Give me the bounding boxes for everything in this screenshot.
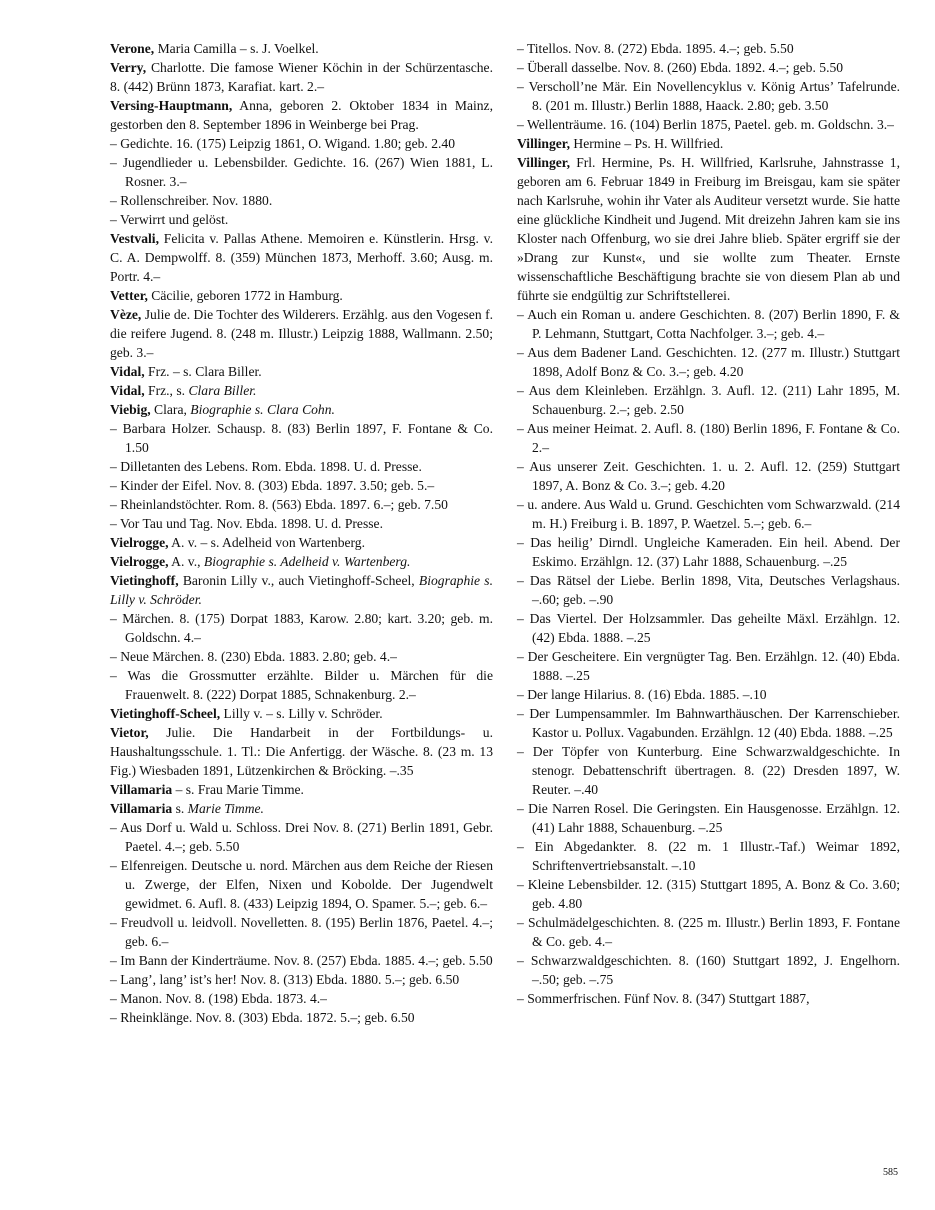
- work-item: [517, 989, 900, 1008]
- entry-text: – Der Töpfer von Kunterburg. Eine Schwarzwaldgeschichte. In stenogr. Debattenschrift übertragen. 8. (22) Dresden 1897, W. Reuter. –.40: [517, 744, 900, 797]
- entry-text: – Dilletanten des Lebens. Rom. Ebda. 1898. U. d. Presse.: [110, 459, 422, 474]
- entry-text: – Aus unserer Zeit. Geschichten. 1. u. 2. Aufl. 12. (259) Stuttgart 1897, A. Bonz & Co. 3.–; geb. 4.20: [517, 459, 900, 493]
- entry-text: – Aus Dorf u. Wald u. Schloss. Drei Nov. 8. (271) Berlin 1891, Gebr. Paetel. 4.–; geb. 5.50: [110, 820, 493, 854]
- entry-text: Cäcilie, geboren 1772 in Hamburg.: [147, 288, 343, 303]
- entry-text: – Schwarzwaldgeschichten. 8. (160) Stuttgart 1892, J. Engelhorn. –.50; geb. –.75: [517, 953, 900, 987]
- work-item: [517, 457, 900, 495]
- entry-text: Lilly v. – s. Lilly v. Schröder.: [220, 706, 383, 721]
- entry-paragraph: [110, 799, 493, 818]
- entry-paragraph: [110, 58, 493, 96]
- entry-text: – Neue Märchen. 8. (230) Ebda. 1883. 2.80; geb. 4.–: [110, 649, 397, 664]
- italic-reference: Biographie s. Clara Cohn.: [190, 402, 335, 417]
- work-item: [517, 951, 900, 989]
- entry-text: – Was die Grossmutter erzählte. Bilder u. Märchen für die Frauenwelt. 8. (222) Dorpat 1885, Schnakenburg. 2.–: [110, 668, 493, 702]
- entry-text: – Verwirrt und gelöst.: [110, 212, 229, 227]
- entry-headword: Vestvali,: [110, 231, 159, 246]
- entry-headword: Villinger,: [517, 155, 570, 170]
- entry-headword: Vietor,: [110, 725, 149, 740]
- entry-text: – Gedichte. 16. (175) Leipzig 1861, O. Wigand. 1.80; geb. 2.40: [110, 136, 456, 151]
- entry-paragraph: [110, 400, 493, 419]
- entry-text: Charlotte. Die famose Wiener Köchin in der Schürzentasche. 8. (442) Brünn 1873, Karafiat. kart. 2.–: [110, 60, 493, 94]
- work-item: [517, 381, 900, 419]
- work-item: [517, 115, 900, 134]
- entry-text: Frz., s.: [144, 383, 189, 398]
- entry-text: – Der lange Hilarius. 8. (16) Ebda. 1885. –.10: [517, 687, 767, 702]
- entry-headword: Versing-Hauptmann,: [110, 98, 233, 113]
- entry-text: – Das heilig’ Dirndl. Ungleiche Kameraden. Ein heil. Abend. Der Eskimo. Erzählgn. 12. (37) Lahr 1888, Schauenburg. –.25: [517, 535, 900, 569]
- entry-text: – Schulmädelgeschichten. 8. (225 m. Illustr.) Berlin 1893, F. Fontane & Co. geb. 4.–: [517, 915, 900, 949]
- work-item: [517, 571, 900, 609]
- left-column: [110, 39, 493, 1027]
- entry-text: – Der Gescheitere. Ein vergnügter Tag. Ben. Erzählgn. 12. (40) Ebda. 1888. –.25: [517, 649, 900, 683]
- work-item: [110, 191, 493, 210]
- work-item: [110, 210, 493, 229]
- entry-text: – Aus meiner Heimat. 2. Aufl. 8. (180) Berlin 1896, F. Fontane & Co. 2.–: [517, 421, 900, 455]
- entry-text: – Verscholl’ne Mär. Ein Novellencyklus v. König Artus’ Tafelrunde. 8. (201 m. Illustr.) Berlin 1888, Haack. 2.80; geb. 3.50: [517, 79, 900, 113]
- work-item: [110, 989, 493, 1008]
- work-item: [517, 837, 900, 875]
- entry-text: – s. Frau Marie Timme.: [172, 782, 304, 797]
- entry-text: Frz. – s. Clara Biller.: [144, 364, 262, 379]
- entry-paragraph: [110, 286, 493, 305]
- work-item: [110, 647, 493, 666]
- entry-paragraph: [110, 305, 493, 362]
- entry-paragraph: [110, 723, 493, 780]
- entry-text: s.: [172, 801, 188, 816]
- work-item: [110, 609, 493, 647]
- right-column: [517, 39, 900, 1008]
- entry-text: – Jugendlieder u. Lebensbilder. Gedichte. 16. (267) Wien 1881, L. Rosner. 3.–: [110, 155, 493, 189]
- entry-paragraph: [517, 134, 900, 153]
- work-item: [110, 951, 493, 970]
- work-item: [110, 457, 493, 476]
- entry-text: – Rheinklänge. Nov. 8. (303) Ebda. 1872. 5.–; geb. 6.50: [110, 1010, 415, 1025]
- work-item: [110, 514, 493, 533]
- entry-text: A. v.,: [168, 554, 204, 569]
- entry-text: Maria Camilla – s. J. Voelkel.: [154, 41, 319, 56]
- entry-headword: Verry,: [110, 60, 147, 75]
- work-item: [110, 913, 493, 951]
- work-item: [517, 875, 900, 913]
- work-item: [517, 704, 900, 742]
- entry-text: – Kinder der Eifel. Nov. 8. (303) Ebda. 1897. 3.50; geb. 5.–: [110, 478, 435, 493]
- work-item: [517, 647, 900, 685]
- entry-paragraph: [110, 96, 493, 134]
- work-item: [517, 343, 900, 381]
- work-item: [110, 134, 493, 153]
- work-item: [517, 609, 900, 647]
- entry-text: Anna, geboren 2. Oktober 1834 in Mainz, gestorben den 8. September 1896 in Weinberge bei Prag.: [110, 98, 493, 132]
- entry-paragraph: [110, 780, 493, 799]
- entry-paragraph: [110, 704, 493, 723]
- page-number: 585: [883, 1167, 898, 1178]
- entry-paragraph: [110, 533, 493, 552]
- work-item: [110, 495, 493, 514]
- entry-text: – Die Narren Rosel. Die Geringsten. Ein Hausgenosse. Erzählgn. 12. (41) Lahr 1888, Schauenburg. –.25: [517, 801, 900, 835]
- entry-text: – Barbara Holzer. Schausp. 8. (83) Berlin 1897, F. Fontane & Co. 1.50: [110, 421, 493, 455]
- entry-text: – Elfenreigen. Deutsche u. nord. Märchen aus dem Reiche der Riesen u. Zwerge, der Elfen, Nixen und Kobolde. Der Jugendwelt gewidmet. 6. Aufl. 8. (433) Leipzig 1894, O. Spamer. 5.–; geb. 6.–: [110, 858, 493, 911]
- work-item: [517, 742, 900, 799]
- entry-text: – Ein Abgedankter. 8. (22 m. 1 Illustr.-Taf.) Weimar 1892, Schriftenvertriebsanstalt. –.10: [517, 839, 900, 873]
- work-item: [517, 77, 900, 115]
- entry-text: – Wellenträume. 16. (104) Berlin 1875, Paetel. geb. m. Goldschn. 3.–: [517, 117, 894, 132]
- entry-text: Julie. Die Handarbeit in der Fortbildungs- u. Haushaltungsschule. 1. Tl.: Die Anfertigg. der Wäsche. 8. (23 m. 13 Fig.) Wiesbaden 1891, Lützenkirchen & Bröcking. –.35: [110, 725, 493, 778]
- entry-text: – Überall dasselbe. Nov. 8. (260) Ebda. 1892. 4.–; geb. 5.50: [517, 60, 844, 75]
- work-item: [110, 818, 493, 856]
- work-item: [517, 419, 900, 457]
- entry-text: – Das Viertel. Der Holzsammler. Das geheilte Mäxl. Erzählgn. 12. (42) Ebda. 1888. –.25: [517, 611, 900, 645]
- work-item: [517, 913, 900, 951]
- entry-headword: Vèze,: [110, 307, 142, 322]
- entry-paragraph: [110, 552, 493, 571]
- entry-headword: Villinger,: [517, 136, 570, 151]
- entry-headword: Vielrogge,: [110, 554, 169, 569]
- entry-text: – Vor Tau und Tag. Nov. Ebda. 1898. U. d. Presse.: [110, 516, 383, 531]
- entry-text: – Lang’, lang’ ist’s her! Nov. 8. (313) Ebda. 1880. 5.–; geb. 6.50: [110, 972, 460, 987]
- entry-paragraph: [517, 153, 900, 305]
- work-item: [517, 305, 900, 343]
- entry-text: – Titellos. Nov. 8. (272) Ebda. 1895. 4.–; geb. 5.50: [517, 41, 794, 56]
- entry-headword: Vietinghoff,: [110, 573, 179, 588]
- work-item: [517, 39, 900, 58]
- entry-text: – Im Bann der Kinderträume. Nov. 8. (257) Ebda. 1885. 4.–; geb. 5.50: [110, 953, 493, 968]
- work-item: [110, 1008, 493, 1027]
- entry-text: Julie de. Die Tochter des Wilderers. Erzählg. aus den Vogesen f. die reifere Jugend. 8. (248 m. Illustr.) Leipzig 1888, Wallmann. 2.50; geb. 3.–: [110, 307, 493, 360]
- entry-paragraph: [110, 381, 493, 400]
- entry-text: – u. andere. Aus Wald u. Grund. Geschichten vom Schwarzwald. (214 m. H.) Freiburg i. B. 1897, P. Waetzel. 5.–; geb. 6.–: [517, 497, 900, 531]
- entry-text: – Aus dem Kleinleben. Erzählgn. 3. Aufl. 12. (211) Lahr 1895, M. Schauenburg. 2.–; geb. 2.50: [517, 383, 900, 417]
- entry-text: – Rollenschreiber. Nov. 1880.: [110, 193, 273, 208]
- entry-paragraph: [110, 229, 493, 286]
- work-item: [110, 856, 493, 913]
- work-item: [517, 533, 900, 571]
- entry-text: – Auch ein Roman u. andere Geschichten. 8. (207) Berlin 1890, F. & P. Lehmann, Stuttgart, Cotta Nachfolger. 3.–; geb. 4.–: [517, 307, 900, 341]
- work-item: [110, 970, 493, 989]
- entry-text: – Manon. Nov. 8. (198) Ebda. 1873. 4.–: [110, 991, 327, 1006]
- italic-reference: Marie Timme.: [187, 801, 264, 816]
- italic-reference: Biographie s. Adelheid v. Wartenberg.: [203, 554, 411, 569]
- work-item: [517, 495, 900, 533]
- entry-paragraph: [110, 362, 493, 381]
- work-item: [517, 685, 900, 704]
- entry-headword: Vetter,: [110, 288, 148, 303]
- italic-reference: Clara Biller.: [188, 383, 257, 398]
- work-item: [517, 799, 900, 837]
- entry-text: – Aus dem Badener Land. Geschichten. 12. (277 m. Illustr.) Stuttgart 1898, Adolf Bonz & Co. 3.–; geb. 4.20: [517, 345, 900, 379]
- italic-reference: Biographie s. Lilly v. Schröder.: [110, 573, 493, 607]
- work-item: [110, 419, 493, 457]
- entry-headword: Viebig,: [110, 402, 151, 417]
- entry-headword: Vidal,: [110, 383, 145, 398]
- entry-text: – Der Lumpensammler. Im Bahnwarthäuschen. Der Karrenschieber. Kastor u. Pollux. Vagabunden. Erzählgn. 12 (40) Ebda. 1888. –.25: [517, 706, 900, 740]
- entry-headword: Verone,: [110, 41, 155, 56]
- entry-text: – Freudvoll u. leidvoll. Novelletten. 8. (195) Berlin 1876, Paetel. 4.–; geb. 6.–: [110, 915, 493, 949]
- entry-headword: Villamaria: [110, 801, 173, 816]
- entry-text: – Märchen. 8. (175) Dorpat 1883, Karow. 2.80; kart. 3.20; geb. m. Goldschn. 4.–: [110, 611, 493, 645]
- entry-headword: Vietinghoff-Scheel,: [110, 706, 221, 721]
- entry-text: Felicita v. Pallas Athene. Memoiren e. Künstlerin. Hrsg. v. C. A. Dempwolff. 8. (359) München 1873, Merhoff. 3.60; Ausg. m. Portr. 4.–: [110, 231, 493, 284]
- work-item: [110, 153, 493, 191]
- entry-headword: Vielrogge,: [110, 535, 169, 550]
- work-item: [110, 666, 493, 704]
- work-item: [517, 58, 900, 77]
- entry-text: – Das Rätsel der Liebe. Berlin 1898, Vita, Deutsches Verlagshaus. –.60; geb. –.90: [517, 573, 900, 607]
- entry-headword: Villamaria: [110, 782, 173, 797]
- entry-text: – Kleine Lebensbilder. 12. (315) Stuttgart 1895, A. Bonz & Co. 3.60; geb. 4.80: [517, 877, 900, 911]
- entry-paragraph: [110, 39, 493, 58]
- entry-text: Baronin Lilly v., auch Vietinghoff-Scheel,: [178, 573, 419, 588]
- entry-text: Hermine – Ps. H. Willfried.: [570, 136, 724, 151]
- entry-text: Frl. Hermine, Ps. H. Willfried, Karlsruhe, Jahnstrasse 1, geboren am 6. Februar 1849 in Freiburg im Breisgau, kam sie später nach Karlsruhe, wohin ihr Vater als Auditeur versetzt wurde. Sie hatte eine glückliche Kindheit und Jugend. Mit dreizehn Jahren kam sie ins Kloster nach Offenburg, wo sie drei Jahre blieb. Später ergriff sie der »Drang zur Kunst«, und sie wollte zum Theater. Ernste wissenschaftliche Beschäftigung brachte sie von diesem Plan ab und führte sie endgültig zur Schriftstellerei.: [517, 155, 900, 303]
- entry-headword: Vidal,: [110, 364, 145, 379]
- entry-text: – Rheinlandstöchter. Rom. 8. (563) Ebda. 1897. 6.–; geb. 7.50: [110, 497, 448, 512]
- work-item: [110, 476, 493, 495]
- entry-text: Clara,: [150, 402, 191, 417]
- entry-text: A. v. – s. Adelheid von Wartenberg.: [168, 535, 366, 550]
- entry-text: – Sommerfrischen. Fünf Nov. 8. (347) Stuttgart 1887,: [517, 991, 810, 1006]
- entry-paragraph: [110, 571, 493, 609]
